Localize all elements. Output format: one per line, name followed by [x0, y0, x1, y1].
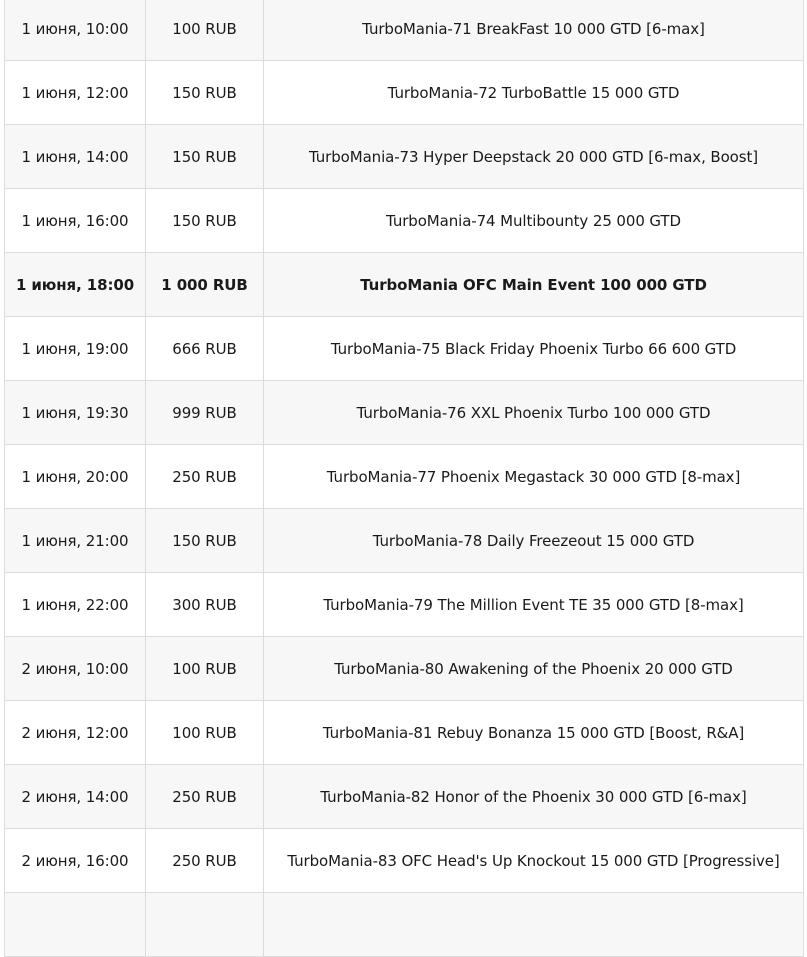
buyin-cell: 250 RUB: [146, 445, 264, 509]
buyin-cell: 300 RUB: [146, 573, 264, 637]
table-row: [5, 701, 804, 765]
table-row: [5, 445, 804, 509]
date-cell: 2 июня, 16:00: [5, 829, 146, 893]
date-cell: 1 июня, 18:00: [5, 253, 146, 317]
table-row: [5, 573, 804, 637]
date-cell: 1 июня, 16:00: [5, 189, 146, 253]
buyin-cell: 100 RUB: [146, 701, 264, 765]
date-cell: 1 июня, 14:00: [5, 125, 146, 189]
table-row: [5, 125, 804, 189]
table-row: [5, 829, 804, 893]
date-cell: [5, 893, 146, 957]
tournament-name-cell: TurboMania-72 TurboBattle 15 000 GTD: [264, 61, 804, 125]
date-cell: 2 июня, 12:00: [5, 701, 146, 765]
buyin-cell: 250 RUB: [146, 829, 264, 893]
tournament-name-cell: TurboMania-81 Rebuy Bonanza 15 000 GTD [Boost, R&A]: [264, 701, 804, 765]
tournament-name-cell: TurboMania-76 XXL Phoenix Turbo 100 000 GTD: [264, 381, 804, 445]
tournament-name-cell: TurboMania-80 Awakening of the Phoenix 20 000 GTD: [264, 637, 804, 701]
table-row: [5, 189, 804, 253]
date-cell: 2 июня, 10:00: [5, 637, 146, 701]
date-cell: 1 июня, 12:00: [5, 61, 146, 125]
date-cell: 1 июня, 22:00: [5, 573, 146, 637]
table-row: [5, 0, 804, 61]
table-row: [5, 317, 804, 381]
table-row: [5, 381, 804, 445]
tournament-name-cell: TurboMania-73 Hyper Deepstack 20 000 GTD [6-max, Boost]: [264, 125, 804, 189]
tournament-name-cell: TurboMania OFC Main Event 100 000 GTD: [264, 253, 804, 317]
date-cell: 2 июня, 14:00: [5, 765, 146, 829]
buyin-cell: 150 RUB: [146, 189, 264, 253]
date-cell: 1 июня, 10:00: [5, 0, 146, 61]
tournament-name-cell: TurboMania-74 Multibounty 25 000 GTD: [264, 189, 804, 253]
tournament-name-cell: TurboMania-83 OFC Head's Up Knockout 15 000 GTD [Progressive]: [264, 829, 804, 893]
tournament-name-cell: TurboMania-78 Daily Freezeout 15 000 GTD: [264, 509, 804, 573]
date-cell: 1 июня, 19:00: [5, 317, 146, 381]
table-row: [5, 253, 804, 317]
buyin-cell: [146, 893, 264, 957]
table-row: [5, 765, 804, 829]
buyin-cell: 666 RUB: [146, 317, 264, 381]
buyin-cell: 150 RUB: [146, 61, 264, 125]
tournament-name-cell: TurboMania-77 Phoenix Megastack 30 000 GTD [8-max]: [264, 445, 804, 509]
table-row: [5, 637, 804, 701]
buyin-cell: 250 RUB: [146, 765, 264, 829]
table-row: [5, 509, 804, 573]
buyin-cell: 100 RUB: [146, 637, 264, 701]
schedule-table-body: [5, 0, 804, 957]
tournament-name-cell: TurboMania-75 Black Friday Phoenix Turbo 66 600 GTD: [264, 317, 804, 381]
table-row: [5, 61, 804, 125]
date-cell: 1 июня, 19:30: [5, 381, 146, 445]
date-cell: 1 июня, 21:00: [5, 509, 146, 573]
table-row: [5, 893, 804, 957]
tournament-name-cell: TurboMania-79 The Million Event TE 35 000 GTD [8-max]: [264, 573, 804, 637]
buyin-cell: 999 RUB: [146, 381, 264, 445]
buyin-cell: 150 RUB: [146, 509, 264, 573]
tournament-schedule-table: [4, 0, 804, 957]
tournament-name-cell: TurboMania-71 BreakFast 10 000 GTD [6-max]: [264, 0, 804, 61]
schedule-table-container: [4, 0, 803, 957]
buyin-cell: 1 000 RUB: [146, 253, 264, 317]
date-cell: 1 июня, 20:00: [5, 445, 146, 509]
buyin-cell: 150 RUB: [146, 125, 264, 189]
buyin-cell: 100 RUB: [146, 0, 264, 61]
tournament-name-cell: TurboMania-82 Honor of the Phoenix 30 000 GTD [6-max]: [264, 765, 804, 829]
tournament-name-cell: [264, 893, 804, 957]
